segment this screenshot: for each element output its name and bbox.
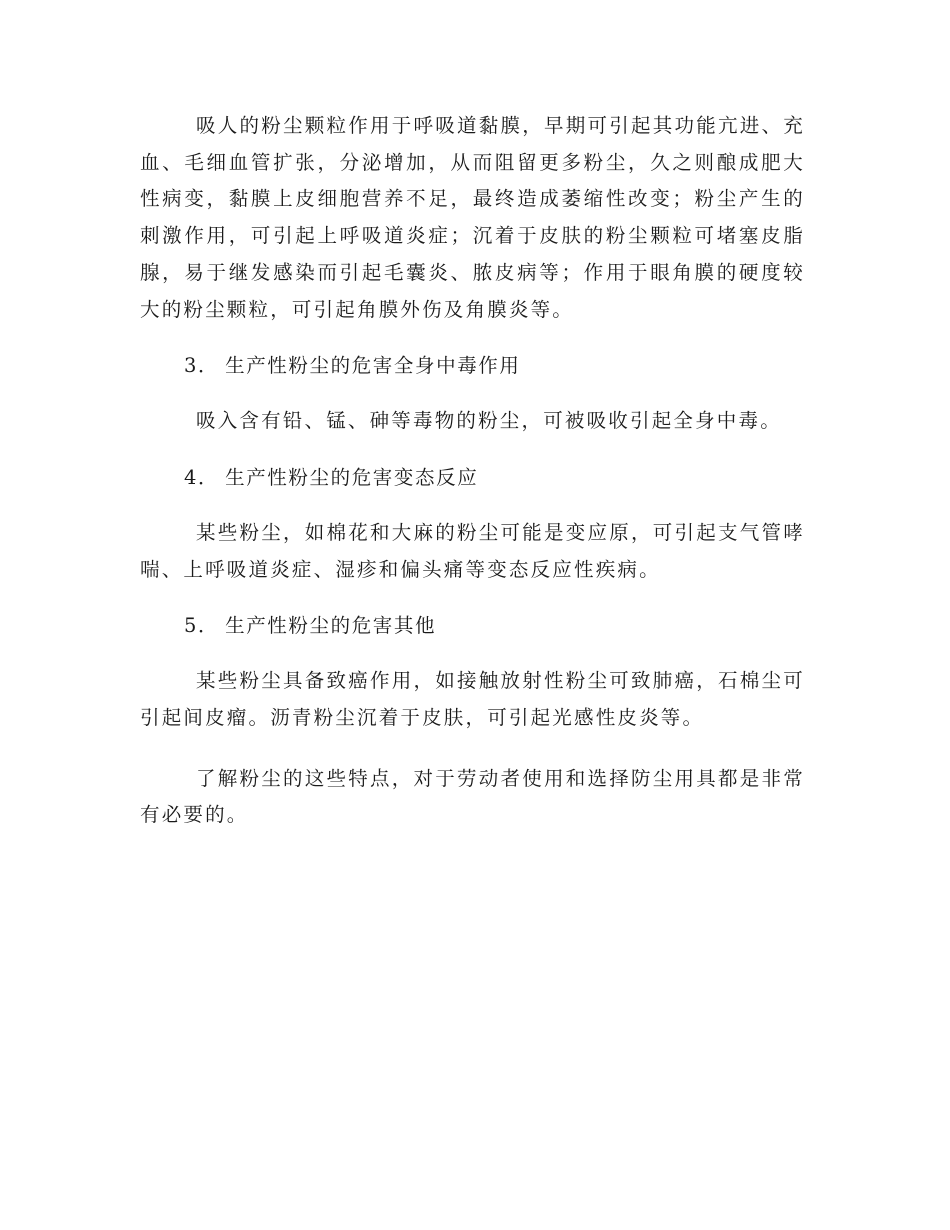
paragraph-systemic-poisoning: 吸入含有铅、锰、砷等毒物的粉尘，可被吸收引起全身中毒。 <box>196 409 782 433</box>
section-title: 生产性粉尘的危害其他 <box>225 614 437 638</box>
section-number: 3． <box>184 354 220 378</box>
paragraph-conclusion: 了解粉尘的这些特点，对于劳动者使用和选择防尘用具都是非常有必要的。 <box>140 766 805 827</box>
section-number: 5． <box>184 614 220 638</box>
document-body <box>140 108 805 858</box>
paragraph-allergic-reaction: 某些粉尘，如棉花和大麻的粉尘可能是变应原，可引起支气管哮喘、上呼吸道炎症、湿疹和偏头痛等变态反应性疾病。 <box>140 520 805 581</box>
section-title: 生产性粉尘的危害全身中毒作用 <box>225 354 521 378</box>
section-heading-systemic-poisoning <box>140 352 805 380</box>
paragraph-other-hazards: 某些粉尘具备致癌作用，如接触放射性粉尘可致肺癌，石棉尘可引起间皮瘤。沥青粉尘沉着于皮肤，可引起光感性皮炎等。 <box>140 669 805 730</box>
section-heading-allergic-reaction <box>140 464 805 492</box>
paragraph-respiratory-effects: 吸人的粉尘颗粒作用于呼吸道黏膜，早期可引起其功能亢进、充血、毛细血管扩张，分泌增加，从而阻留更多粉尘，久之则酿成肥大性病变，黏膜上皮细胞营养不足，最终造成萎缩性改变；粉尘产生的刺激作用，可引起上呼吸道炎症；沉着于皮肤的粉尘颗粒可堵塞皮脂腺，易于继发感染而引起毛囊炎、脓皮病等；作用于眼角膜的硬度较大的粉尘颗粒，可引起角膜外伤及角膜炎等。 <box>140 114 805 321</box>
section-title: 生产性粉尘的危害变态反应 <box>225 465 479 489</box>
section-number: 4． <box>184 465 220 489</box>
section-heading-other-hazards <box>140 612 805 640</box>
